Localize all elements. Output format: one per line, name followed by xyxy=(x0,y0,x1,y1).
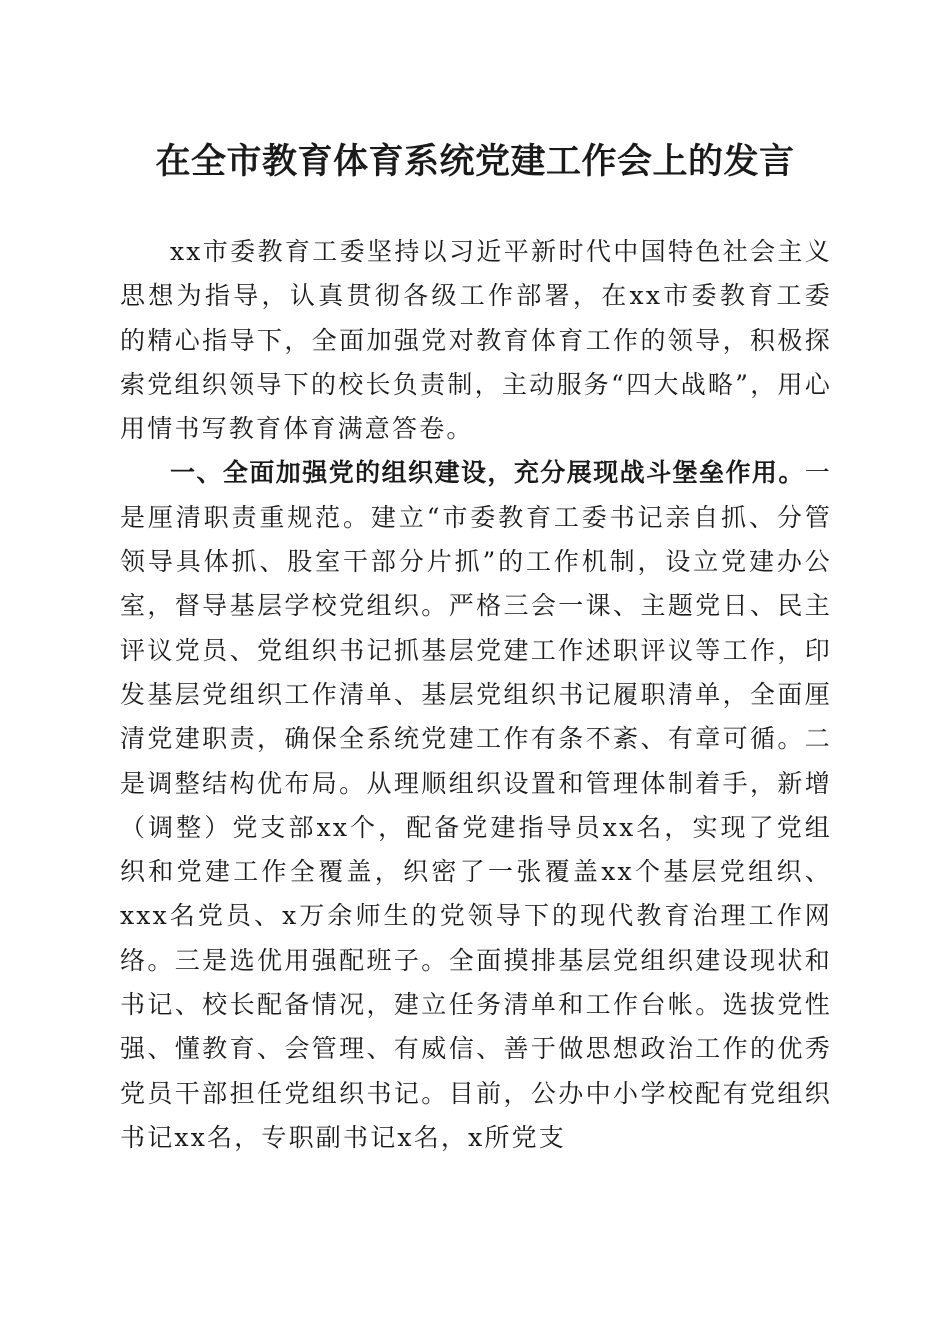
document-title: 在全市教育体育系统党建工作会上的发言 xyxy=(155,141,795,182)
section-one-body: 一是厘清职责重规范。建立“市委教育工委书记亲自抓、分管领导具体抓、股室干部分片抓”的工作机制，设立党建办公室，督导基层学校党组织。严格三会一课、主题党日、民主评议党员、党组织书记抓基层党建工作述职评议等工作，印发基层党组织工作清单、基层党组织书记履职清单，全面厘清党建职责，确保全系统党建工作有条不紊、有章可循。二是调整结构优布局。从理顺组织设置和管理体制着手，新增（调整）党支部xx个，配备党建指导员xx名，实现了党组织和党建工作全覆盖，织密了一张覆盖xx个基层党组织、xxx名党员、x万余师生的党领导下的现代教育治理工作网络。三是选优用强配班子。全面摸排基层党组织建设现状和书记、校长配备情况，建立任务清单和工作台帐。选拔党性强、懂教育、会管理、有威信、善于做思想政治工作的优秀党员干部担任党组织书记。目前，公办中小学校配有党组织书记xx名，专职副书记x名，x所党支 xyxy=(120,458,832,1152)
section-one-heading: 一、全面加强党的组织建设，充分展现战斗堡垒作用。 xyxy=(170,458,805,488)
intro-paragraph: xx市委教育工委坚持以习近平新时代中国特色社会主义思想为指导，认真贯彻各级工作部署，在xx市委教育工委的精心指导下，全面加强党对教育体育工作的领导，积极探索党组织领导下的校长负责制，主动服务“四大战略”，用心用情书写教育体育满意答卷。 xyxy=(120,237,832,444)
document-body xyxy=(120,230,832,1160)
section-one-paragraph xyxy=(120,451,832,1160)
